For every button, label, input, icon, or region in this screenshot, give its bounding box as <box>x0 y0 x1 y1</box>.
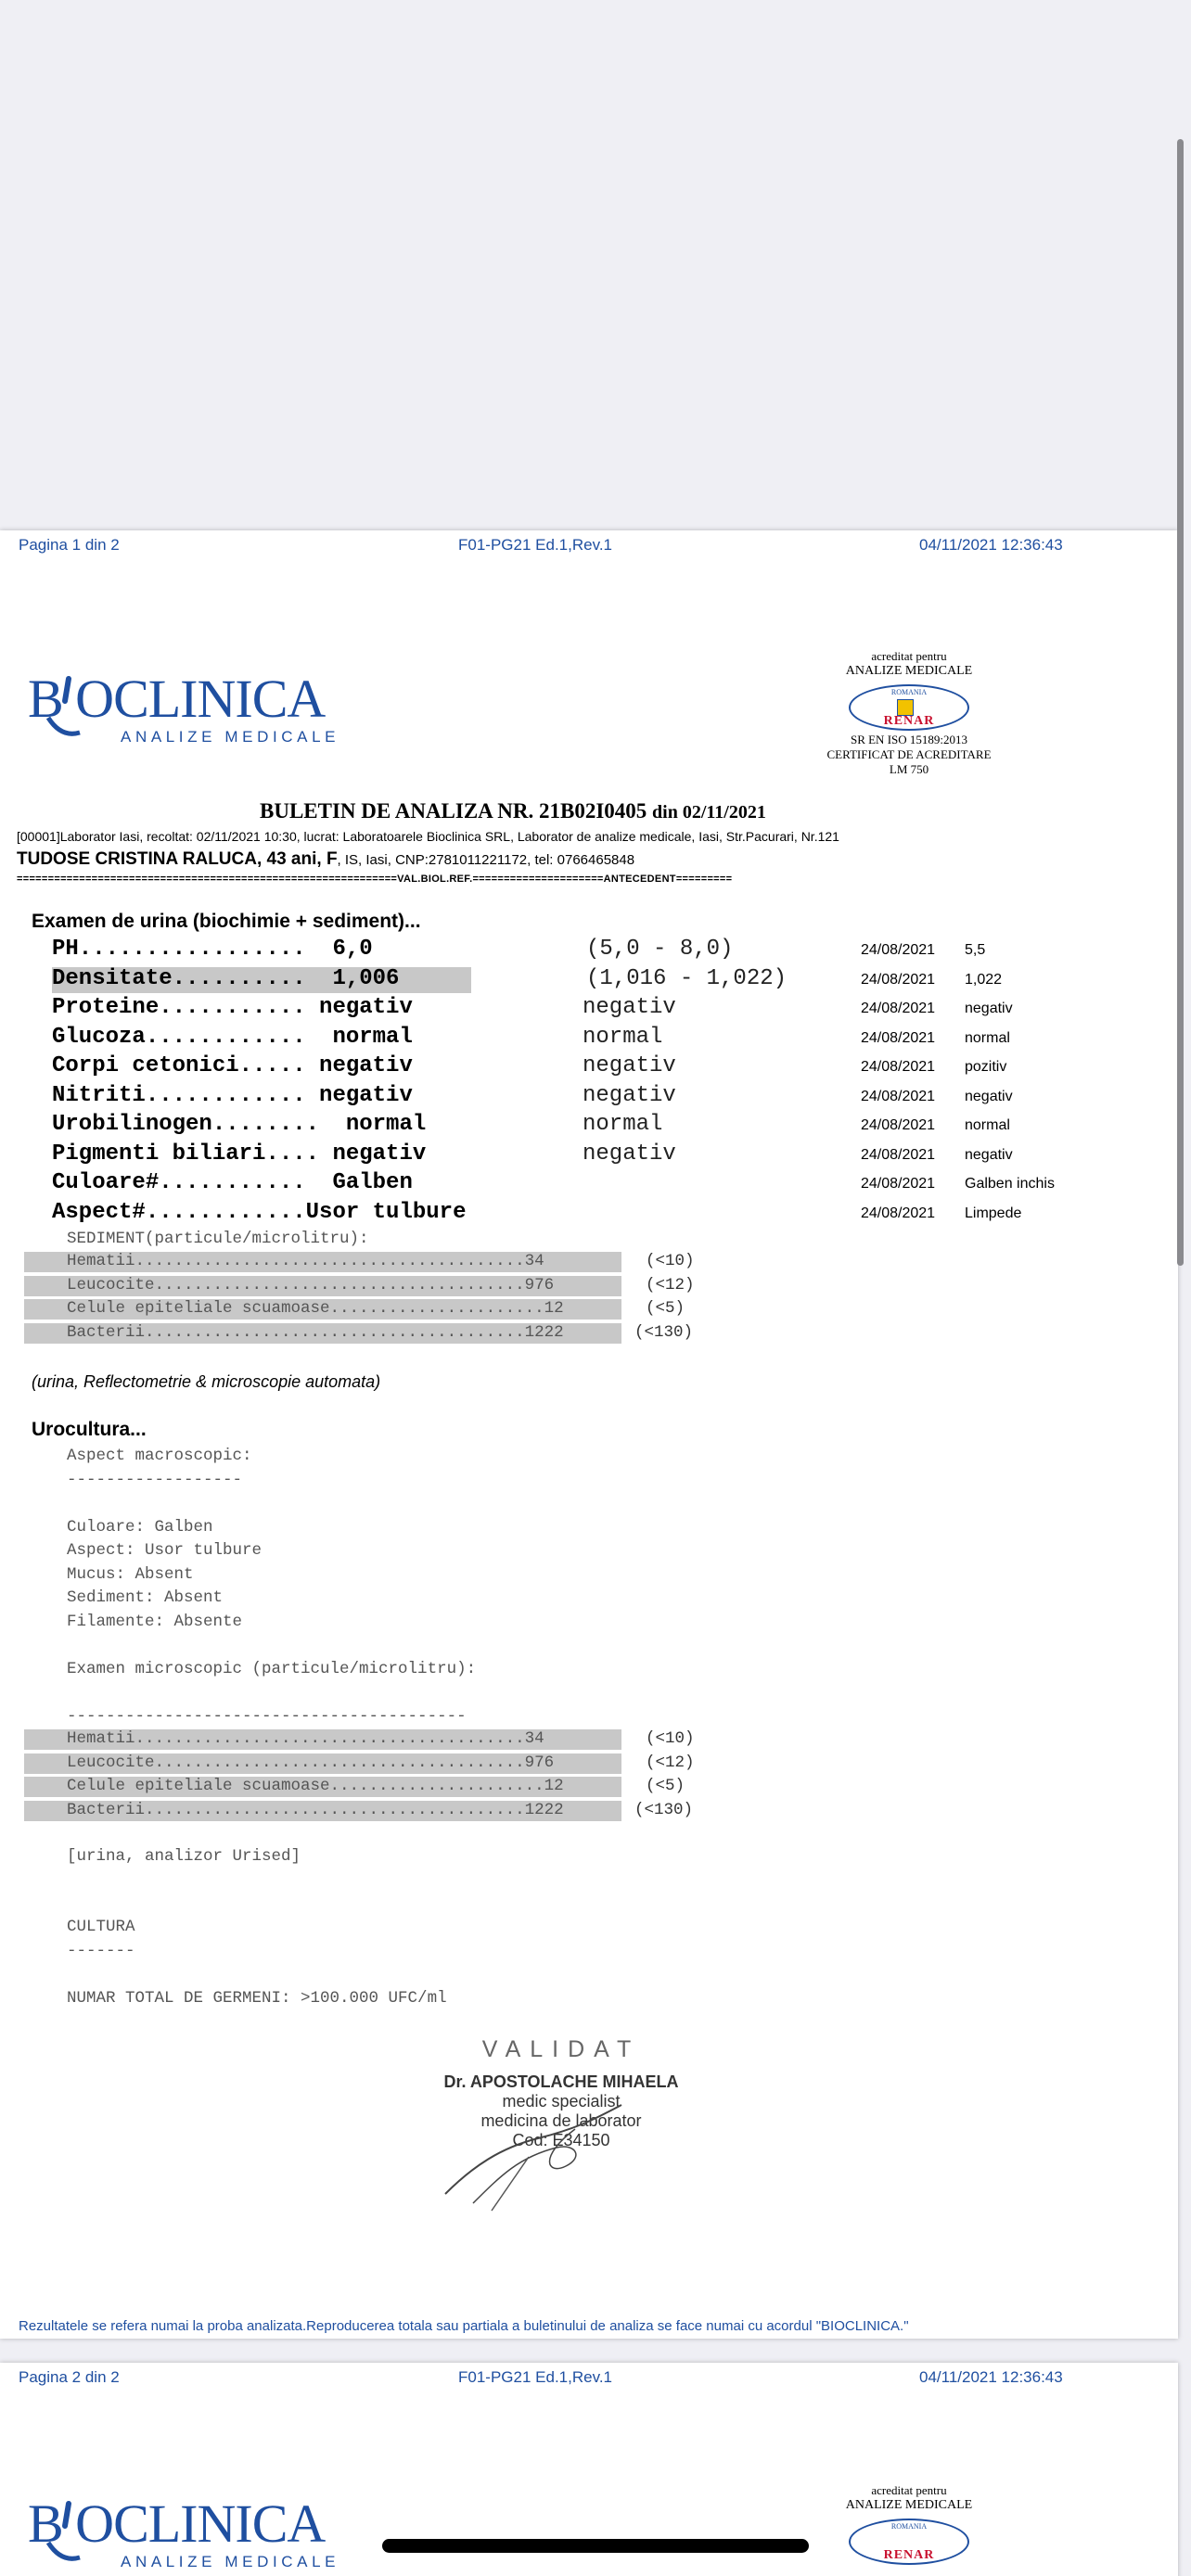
renar-badge <box>849 684 969 731</box>
sediment-reference: (<130) <box>634 1800 694 1819</box>
logo-text: B OCLINICA <box>28 2493 326 2554</box>
method-note: (urina, Reflectometrie & microscopie automata) <box>32 1372 381 1391</box>
sediment-value: Bacterii.......................................1222 <box>67 1800 564 1819</box>
section-urocultura-title: Urocultura... <box>32 1419 147 1440</box>
cultura-line: CULTURA <box>67 1918 135 1936</box>
accreditation-line: ANALIZE MEDICALE <box>845 664 973 678</box>
sediment-reference: (<10) <box>646 1252 695 1270</box>
accreditation-line: LM 750 <box>889 762 929 776</box>
test-name-value: Proteine........... negativ <box>52 995 413 1020</box>
test-name-value: Nitriti............ negativ <box>52 1082 413 1108</box>
test-name-value: Culoare#........... Galben <box>52 1170 413 1195</box>
reference-range: normal <box>583 1024 663 1050</box>
previous-value: 1,022 <box>965 971 1003 988</box>
test-row <box>52 1053 1119 1083</box>
page-number: Pagina 1 din 2 <box>19 536 120 554</box>
previous-value: Limpede <box>965 1205 1022 1221</box>
uro-line: Examen microscopic (particule/microlitru): <box>67 1659 477 1678</box>
validation-stamp <box>408 2036 714 2150</box>
vertical-scrollbar[interactable] <box>1177 139 1184 1266</box>
accreditation-block <box>816 2483 1002 2567</box>
signature-icon <box>436 2092 640 2213</box>
previous-date: 24/08/2021 <box>861 1059 936 1075</box>
test-row <box>52 1200 1119 1230</box>
previous-value: negativ <box>965 1001 1013 1016</box>
uro-line <box>67 1492 476 1516</box>
sediment-value: Bacterii.......................................1222 <box>67 1322 564 1342</box>
document-page-1 <box>0 530 1178 2339</box>
previous-date: 24/08/2021 <box>861 1001 936 1016</box>
test-row <box>52 937 1119 966</box>
renar-badge-country: ROMANIA <box>890 2522 928 2531</box>
report-title <box>260 799 766 823</box>
doctor-role: medic specialist <box>502 2092 621 2111</box>
reference-range: (1,016 - 1,022) <box>586 965 788 991</box>
renar-badge-country: ROMANIA <box>890 688 928 696</box>
urocultura-details <box>67 1445 476 1728</box>
logo-text: B OCLINICA <box>28 669 326 729</box>
test-name-value: Glucoza............ normal <box>52 1024 413 1050</box>
sediment-value: Leucocite......................................976 <box>67 1275 555 1294</box>
accreditation-line: acreditat pentru <box>871 2483 947 2497</box>
patient-info <box>17 849 634 870</box>
logo-swoosh-icon <box>45 2498 82 2563</box>
renar-badge <box>849 2519 969 2565</box>
previous-date: 24/08/2021 <box>861 942 936 958</box>
accreditation-line: CERTIFICAT DE ACREDITARE <box>826 747 992 761</box>
test-row <box>52 1141 1119 1171</box>
reference-range: negativ <box>583 1082 676 1108</box>
sediment-value: Hematii........................................34 <box>67 1252 544 1270</box>
reference-range: negativ <box>583 1053 676 1078</box>
doctor-specialty: medicina de laborator <box>480 2111 642 2130</box>
previous-value: 5,5 <box>965 942 986 958</box>
column-divider: =============================================================VAL.BIOL.REF.=====================ANTECEDENT========= <box>17 874 733 885</box>
uro-line: Aspect: Usor tulbure <box>67 1541 263 1560</box>
previous-date: 24/08/2021 <box>861 1176 936 1192</box>
previous-date: 24/08/2021 <box>861 1117 936 1133</box>
previous-date: 24/08/2021 <box>861 1146 936 1163</box>
logo-swoosh-icon <box>45 673 82 738</box>
print-datetime: 04/11/2021 12:36:43 <box>919 536 1063 554</box>
sediment-reference: (<130) <box>634 1322 694 1342</box>
report-number: BULETIN DE ANALIZA NR. 21B02I0405 <box>260 799 647 823</box>
cultura-block <box>67 1918 447 2012</box>
previous-value: pozitiv <box>965 1059 1007 1075</box>
logo-subtitle: ANALIZE MEDICALE <box>121 728 340 746</box>
accreditation-line: acreditat pentru <box>871 649 947 663</box>
footer-disclaimer: Rezultatele se refera numai la proba analizata.Reproducerea totala sau partiala a buletinului de analiza se face numai cu acordul "BIOCLINICA." <box>19 2318 909 2334</box>
previous-date: 24/08/2021 <box>861 971 936 988</box>
test-name-value: Aspect#............Usor tulbure <box>52 1199 467 1225</box>
reference-range: negativ <box>583 1141 676 1167</box>
uro-line: Mucus: Absent <box>67 1564 194 1584</box>
previous-value: normal <box>965 1117 1010 1133</box>
test-name-value: Pigmenti biliari.... negativ <box>52 1141 427 1167</box>
report-date: din 02/11/2021 <box>652 802 766 823</box>
sediment-reference: (<10) <box>646 1729 695 1748</box>
test-row <box>52 1025 1119 1054</box>
cultura-line: NUMAR TOTAL DE GERMENI: >100.000 UFC/ml <box>67 1988 447 2008</box>
home-indicator[interactable] <box>382 2539 809 2553</box>
sediment-value: Leucocite......................................976 <box>67 1753 555 1772</box>
bioclinica-logo <box>28 2493 339 2571</box>
uro-line: Filamente: Absente <box>67 1612 243 1631</box>
test-name-value: Densitate.......... 1,006 <box>52 965 400 991</box>
form-code: F01-PG21 Ed.1,Rev.1 <box>458 2368 612 2386</box>
uro-line <box>67 1681 476 1705</box>
patient-name: TUDOSE CRISTINA RALUCA, 43 ani, F <box>17 849 338 869</box>
cultura-line: ------- <box>67 1941 135 1960</box>
method-note-urised: [urina, analizor Urised] <box>67 1847 301 1866</box>
doctor-name: Dr. APOSTOLACHE MIHAELA <box>443 2072 679 2091</box>
sediment-title: SEDIMENT(particule/microlitru): <box>67 1230 369 1248</box>
sediment-reference: (<12) <box>646 1275 695 1294</box>
sediment-value: Celule epiteliale scuamoase......................12 <box>67 1777 564 1795</box>
previous-value: negativ <box>965 1146 1013 1163</box>
test-row <box>52 1112 1119 1141</box>
sediment-reference: (<5) <box>646 1777 685 1795</box>
doctor-code: Cod: E34150 <box>512 2131 610 2149</box>
bioclinica-logo <box>28 668 339 746</box>
reference-range: (5,0 - 8,0) <box>586 937 734 962</box>
section-urine-exam-title: Examen de urina (biochimie + sediment)... <box>32 911 421 932</box>
test-name-value: Urobilinogen........ normal <box>52 1112 427 1137</box>
renar-badge-label: RENAR <box>883 2548 935 2562</box>
accreditation-line: SR EN ISO 15189:2013 <box>850 733 968 746</box>
uro-line: Culoare: Galben <box>67 1517 213 1537</box>
sediment-reference: (<5) <box>646 1299 685 1318</box>
sediment-value: Hematii........................................34 <box>67 1729 544 1748</box>
patient-details: , IS, Iasi, CNP:2781011221172, tel: 0766465848 <box>337 852 635 868</box>
accreditation-block <box>816 649 1002 777</box>
lab-info: [00001]Laborator Iasi, recoltat: 02/11/2021 10:30, lucrat: Laboratoarele Bioclinica SRL, Laborator de analize medicale, Iasi, Str.Pacurari, Nr.121 <box>17 829 839 844</box>
test-row <box>52 995 1119 1025</box>
test-results-table <box>52 937 1119 1229</box>
accreditation-line: ANALIZE MEDICALE <box>845 2498 973 2512</box>
uro-line: Aspect macroscopic: <box>67 1447 252 1465</box>
previous-value: Galben inchis <box>965 1176 1055 1192</box>
form-code: F01-PG21 Ed.1,Rev.1 <box>458 536 612 554</box>
previous-date: 24/08/2021 <box>861 1205 936 1221</box>
sediment-reference: (<12) <box>646 1753 695 1772</box>
previous-value: negativ <box>965 1088 1013 1104</box>
previous-value: normal <box>965 1029 1010 1046</box>
validat-label: VALIDAT <box>481 2036 641 2062</box>
test-name-value: PH................. 6,0 <box>52 937 373 962</box>
previous-date: 24/08/2021 <box>861 1029 936 1046</box>
test-row <box>52 1083 1119 1113</box>
test-row <box>52 966 1119 996</box>
uro-line: Sediment: Absent <box>67 1588 224 1607</box>
reference-range: normal <box>583 1112 663 1137</box>
reference-range: negativ <box>583 995 676 1020</box>
previous-date: 24/08/2021 <box>861 1088 936 1104</box>
uro-line: ----------------------------------------- <box>67 1706 467 1726</box>
print-datetime: 04/11/2021 12:36:43 <box>919 2368 1063 2386</box>
uro-line <box>67 1634 476 1658</box>
renar-badge-label: RENAR <box>883 714 935 728</box>
cultura-line <box>67 1965 447 1989</box>
page-number: Pagina 2 din 2 <box>19 2368 120 2386</box>
test-row <box>52 1170 1119 1200</box>
test-name-value: Corpi cetonici..... negativ <box>52 1053 413 1078</box>
logo-subtitle: ANALIZE MEDICALE <box>121 2553 340 2570</box>
uro-line: ------------------ <box>67 1470 243 1489</box>
sediment-value: Celule epiteliale scuamoase......................12 <box>67 1299 564 1318</box>
